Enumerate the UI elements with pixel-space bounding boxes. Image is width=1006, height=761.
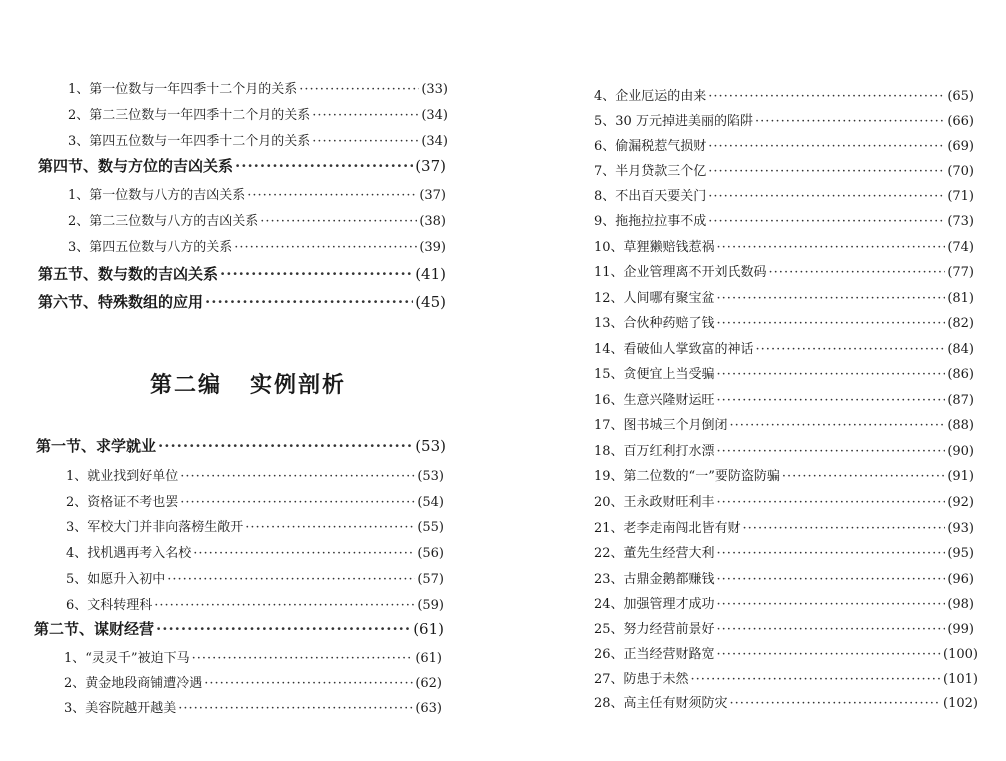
toc-entry-page: (74) xyxy=(947,240,974,255)
toc-leader-dots xyxy=(299,82,419,97)
toc-entry-page: (92) xyxy=(947,495,974,510)
toc-entry xyxy=(594,440,974,459)
toc-entry xyxy=(66,491,444,510)
toc-entry-page: (59) xyxy=(417,598,444,613)
toc-entry-page: (34) xyxy=(421,134,448,149)
toc-entry xyxy=(594,312,974,331)
toc-entry xyxy=(594,210,974,229)
toc-entry-page: (70) xyxy=(947,164,974,179)
toc-leader-dots xyxy=(708,139,945,154)
toc-section-label: 第四节、数与方位的吉凶关系 xyxy=(38,157,234,175)
toc-entry xyxy=(594,338,974,357)
toc-entry-label: 26、正当经营财路宽 xyxy=(594,647,715,662)
toc-section xyxy=(36,435,446,456)
toc-leader-dots xyxy=(717,393,946,408)
toc-entry-page: (98) xyxy=(947,597,974,612)
toc-entry xyxy=(66,568,444,587)
toc-entry-label: 16、生意兴隆财运旺 xyxy=(594,393,715,408)
toc-entry xyxy=(594,568,974,587)
toc-section-page: (61) xyxy=(413,620,444,638)
toc-entry-label: 6、文科转理科 xyxy=(66,598,153,613)
toc-leader-dots xyxy=(178,701,413,716)
toc-entry xyxy=(594,465,974,484)
toc-entry-label: 3、第四五位数与八方的关系 xyxy=(68,240,233,255)
toc-leader-dots xyxy=(192,651,414,666)
toc-leader-dots xyxy=(708,189,945,204)
toc-leader-dots xyxy=(708,164,945,179)
toc-leader-dots xyxy=(782,469,945,484)
toc-leader-dots xyxy=(156,620,411,638)
toc-leader-dots xyxy=(717,240,946,255)
toc-leader-dots xyxy=(730,696,941,711)
toc-entry xyxy=(64,672,442,691)
toc-entry xyxy=(594,618,974,637)
toc-entry-page: (102) xyxy=(943,696,978,711)
toc-entry-page: (82) xyxy=(947,316,974,331)
toc-entry-page: (55) xyxy=(417,520,444,535)
toc-entry xyxy=(594,85,974,104)
toc-entry-page: (34) xyxy=(421,108,448,123)
toc-entry-page: (100) xyxy=(943,647,978,662)
toc-entry xyxy=(594,363,974,382)
toc-entry-label: 9、拖拖拉拉事不成 xyxy=(594,214,707,229)
toc-leader-dots xyxy=(312,108,419,123)
toc-entry xyxy=(594,414,974,433)
toc-leader-dots xyxy=(717,597,946,612)
toc-entry-page: (57) xyxy=(417,572,444,587)
toc-entry xyxy=(594,692,978,711)
toc-leader-dots xyxy=(743,521,946,536)
toc-entry-label: 19、第二位数的“一”要防盗防骗 xyxy=(594,469,780,484)
toc-entry-page: (86) xyxy=(947,367,974,382)
toc-leader-dots xyxy=(717,495,946,510)
toc-entry-label: 23、古鼎金鹅都赚钱 xyxy=(594,572,715,587)
toc-leader-dots xyxy=(717,647,941,662)
toc-entry xyxy=(68,78,448,97)
toc-entry xyxy=(594,160,974,179)
toc-entry-page: (87) xyxy=(947,393,974,408)
toc-entry-page: (39) xyxy=(419,240,446,255)
toc-leader-dots xyxy=(756,342,946,357)
toc-entry-page: (54) xyxy=(417,495,444,510)
toc-leader-dots xyxy=(205,293,413,311)
toc-entry-label: 1、第一位数与一年四季十二个月的关系 xyxy=(68,82,298,97)
toc-entry-page: (69) xyxy=(947,139,974,154)
toc-section-label: 第二节、谋财经营 xyxy=(34,620,155,638)
toc-leader-dots xyxy=(717,316,946,331)
toc-entry-page: (66) xyxy=(947,114,974,129)
toc-entry xyxy=(66,465,444,484)
toc-leader-dots xyxy=(167,572,415,587)
toc-entry-label: 5、30 万元掉进美丽的陷阱 xyxy=(594,114,753,129)
toc-entry xyxy=(594,542,974,561)
toc-entry-page: (81) xyxy=(947,291,974,306)
toc-entry-label: 3、第四五位数与一年四季十二个月的关系 xyxy=(68,134,311,149)
toc-entry-label: 21、老李走南闯北皆有财 xyxy=(594,521,741,536)
toc-leader-dots xyxy=(245,520,415,535)
toc-entry xyxy=(594,491,974,510)
toc-entry-label: 2、第二三位数与八方的吉凶关系 xyxy=(68,214,259,229)
toc-leader-dots xyxy=(708,89,945,104)
toc-entry-page: (91) xyxy=(947,469,974,484)
toc-entry-page: (61) xyxy=(415,651,442,666)
toc-leader-dots xyxy=(755,114,945,129)
toc-entry-page: (63) xyxy=(415,701,442,716)
toc-leader-dots xyxy=(220,265,413,283)
toc-entry xyxy=(68,210,446,229)
toc-entry xyxy=(594,110,974,129)
toc-entry-page: (99) xyxy=(947,622,974,637)
toc-entry-page: (88) xyxy=(947,418,974,433)
toc-section xyxy=(38,263,446,284)
toc-leader-dots xyxy=(730,418,946,433)
toc-section xyxy=(38,155,446,176)
toc-entry-page: (65) xyxy=(947,89,974,104)
toc-section-label: 第六节、特殊数组的应用 xyxy=(38,293,204,311)
toc-entry-label: 17、图书城三个月倒闭 xyxy=(594,418,728,433)
toc-leader-dots xyxy=(769,265,946,280)
toc-entry-page: (38) xyxy=(419,214,446,229)
toc-section-label: 第一节、求学就业 xyxy=(36,437,157,455)
toc-entry-label: 27、防患于未然 xyxy=(594,672,689,687)
toc-entry-label: 10、草狸獭赔钱惹祸 xyxy=(594,240,715,255)
toc-section-label: 第五节、数与数的吉凶关系 xyxy=(38,265,219,283)
toc-entry xyxy=(64,697,442,716)
toc-leader-dots xyxy=(691,672,941,687)
part-title xyxy=(150,368,346,399)
toc-entry-page: (95) xyxy=(947,546,974,561)
toc-section xyxy=(38,291,446,312)
toc-entry xyxy=(594,185,974,204)
toc-leader-dots xyxy=(717,444,946,459)
toc-entry-label: 4、企业厄运的由来 xyxy=(594,89,707,104)
toc-entry xyxy=(64,647,442,666)
toc-leader-dots xyxy=(234,240,417,255)
toc-entry xyxy=(66,516,444,535)
toc-entry-label: 28、高主任有财须防灾 xyxy=(594,696,728,711)
toc-entry-label: 1、就业找到好单位 xyxy=(66,469,179,484)
toc-leader-dots xyxy=(204,676,413,691)
toc-leader-dots xyxy=(193,546,415,561)
toc-section-page: (45) xyxy=(415,293,446,311)
toc-entry-label: 20、王永政财旺利丰 xyxy=(594,495,715,510)
toc-entry-label: 11、企业管理离不开刘氏数码 xyxy=(594,265,767,280)
toc-entry xyxy=(68,184,446,203)
toc-entry xyxy=(594,593,974,612)
toc-leader-dots xyxy=(247,188,417,203)
toc-entry xyxy=(594,236,974,255)
toc-section-page: (37) xyxy=(415,157,446,175)
toc-leader-dots xyxy=(260,214,417,229)
toc-leader-dots xyxy=(180,495,415,510)
toc-entry-label: 1、第一位数与八方的吉凶关系 xyxy=(68,188,246,203)
toc-leader-dots xyxy=(235,157,413,175)
toc-entry xyxy=(594,517,974,536)
toc-entry xyxy=(68,104,448,123)
toc-entry xyxy=(594,287,974,306)
toc-entry-label: 14、看破仙人掌致富的神话 xyxy=(594,342,754,357)
toc-entry-page: (73) xyxy=(947,214,974,229)
toc-entry xyxy=(594,261,974,280)
toc-entry-label: 15、贪便宜上当受骗 xyxy=(594,367,715,382)
toc-entry-page: (37) xyxy=(419,188,446,203)
toc-entry-label: 12、人间哪有聚宝盆 xyxy=(594,291,715,306)
toc-entry xyxy=(68,130,448,149)
part-name: 实例剖析 xyxy=(250,372,347,398)
toc-entry-label: 7、半月贷款三个亿 xyxy=(594,164,707,179)
toc-leader-dots xyxy=(708,214,945,229)
toc-entry xyxy=(594,668,978,687)
toc-entry-label: 1、“灵灵千”被迫下马 xyxy=(64,651,190,666)
toc-entry-label: 3、军校大门并非向落榜生敞开 xyxy=(66,520,244,535)
toc-entry-label: 2、黄金地段商铺遭冷遇 xyxy=(64,676,203,691)
toc-section-page: (53) xyxy=(415,437,446,455)
toc-leader-dots xyxy=(312,134,419,149)
toc-leader-dots xyxy=(717,546,946,561)
toc-leader-dots xyxy=(717,622,946,637)
toc-entry-label: 3、美容院越开越美 xyxy=(64,701,177,716)
toc-entry xyxy=(594,135,974,154)
toc-leader-dots xyxy=(717,572,946,587)
toc-entry-page: (56) xyxy=(417,546,444,561)
toc-entry-label: 4、找机遇再考入名校 xyxy=(66,546,192,561)
toc-entry-label: 2、资格证不考也罢 xyxy=(66,495,179,510)
toc-leader-dots xyxy=(717,291,946,306)
toc-entry-page: (53) xyxy=(417,469,444,484)
toc-entry-page: (96) xyxy=(947,572,974,587)
toc-entry xyxy=(594,643,978,662)
toc-leader-dots xyxy=(180,469,415,484)
toc-entry-label: 18、百万红利打水漂 xyxy=(594,444,715,459)
toc-entry xyxy=(66,542,444,561)
toc-section-page: (41) xyxy=(415,265,446,283)
toc-entry-label: 13、合伙种药赔了钱 xyxy=(594,316,715,331)
toc-entry-label: 5、如愿升入初中 xyxy=(66,572,166,587)
toc-entry-page: (101) xyxy=(943,672,978,687)
toc-leader-dots xyxy=(717,367,946,382)
toc-entry xyxy=(594,389,974,408)
toc-entry-page: (62) xyxy=(415,676,442,691)
toc-entry-label: 22、董先生经营大利 xyxy=(594,546,715,561)
toc-entry-page: (84) xyxy=(947,342,974,357)
toc-entry-page: (90) xyxy=(947,444,974,459)
toc-entry-label: 25、努力经营前景好 xyxy=(594,622,715,637)
toc-entry-label: 6、偷漏税惹气损财 xyxy=(594,139,707,154)
toc-entry xyxy=(66,594,444,613)
toc-leader-dots xyxy=(154,598,415,613)
toc-section xyxy=(34,618,444,639)
toc-entry-page: (33) xyxy=(421,82,448,97)
toc-entry xyxy=(68,236,446,255)
toc-entry-page: (93) xyxy=(947,521,974,536)
toc-entry-label: 24、加强管理才成功 xyxy=(594,597,715,612)
toc-entry-label: 8、不出百天要关门 xyxy=(594,189,707,204)
part-number: 第二编 xyxy=(150,372,223,398)
toc-entry-label: 2、第二三位数与一年四季十二个月的关系 xyxy=(68,108,311,123)
toc-entry-page: (77) xyxy=(947,265,974,280)
toc-entry-page: (71) xyxy=(947,189,974,204)
toc-leader-dots xyxy=(158,437,413,455)
